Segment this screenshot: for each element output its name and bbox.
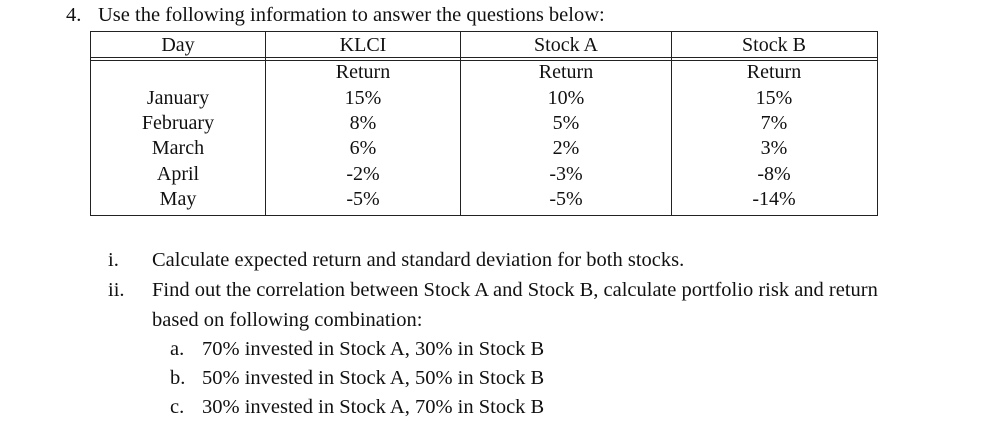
subtask-text: 30% invested in Stock A, 70% in Stock B bbox=[202, 396, 545, 418]
column-header: Stock A bbox=[534, 34, 598, 56]
table-cell-stock-a-return: 10% bbox=[547, 87, 585, 109]
subtask-item-b bbox=[170, 364, 978, 393]
table-cell-klci-return: 15% bbox=[344, 87, 382, 109]
subtask-text: 50% invested in Stock A, 50% in Stock B bbox=[202, 367, 545, 389]
table-cell-klci-return: 6% bbox=[349, 137, 377, 160]
table-cell-stock-a-return: 2% bbox=[552, 137, 580, 160]
column-header: Stock B bbox=[742, 34, 806, 56]
subtask-text: 70% invested in Stock A, 30% in Stock B bbox=[202, 338, 545, 360]
subtask-marker: b. bbox=[170, 367, 186, 389]
table-cell-stock-b-return: 15% bbox=[755, 87, 793, 109]
table-cell-klci-return: -2% bbox=[346, 162, 380, 185]
table-cell-stock-b-return: 7% bbox=[760, 112, 788, 135]
task-text-line: Calculate expected return and standard deviation for both stocks. bbox=[152, 249, 685, 271]
task-item-ii bbox=[108, 275, 978, 335]
column-subheader: Return bbox=[538, 61, 594, 83]
table-cell-stock-a-return: -3% bbox=[549, 162, 583, 185]
question-heading bbox=[66, 4, 605, 27]
table-cell-stock-b-return: -14% bbox=[752, 187, 796, 210]
task-list bbox=[108, 245, 978, 422]
subtask-item-c bbox=[170, 393, 978, 422]
task-marker: i. bbox=[108, 249, 119, 271]
table-cell-stock-a-return: -5% bbox=[549, 187, 583, 210]
task-marker: ii. bbox=[108, 279, 125, 301]
question-text: Use the following information to answer the questions below: bbox=[98, 4, 605, 26]
question-number: 4. bbox=[66, 4, 82, 26]
table-cell-month: March bbox=[151, 137, 205, 160]
header-divider bbox=[91, 57, 877, 61]
subtask-marker: a. bbox=[170, 338, 185, 360]
table-cell-month: May bbox=[159, 187, 197, 210]
column-subheader: Return bbox=[746, 61, 802, 83]
subtask-list bbox=[170, 335, 978, 422]
table-cell-stock-b-return: -8% bbox=[757, 162, 791, 185]
table-cell-klci-return: -5% bbox=[346, 187, 380, 210]
task-text-line: based on following combination: bbox=[152, 309, 423, 331]
returns-table bbox=[90, 31, 878, 216]
subtask-marker: c. bbox=[170, 396, 185, 418]
subtask-item-a bbox=[170, 335, 978, 364]
table-cell-month: January bbox=[146, 87, 210, 109]
table-cell-stock-b-return: 3% bbox=[760, 137, 788, 160]
table-cell-stock-a-return: 5% bbox=[552, 112, 580, 135]
column-subheader: Return bbox=[335, 61, 391, 83]
task-text-line: Find out the correlation between Stock A and Stock B, calculate portfolio risk and return bbox=[152, 279, 878, 301]
column-header: Day bbox=[161, 34, 195, 56]
task-item-i bbox=[108, 245, 978, 275]
table-cell-klci-return: 8% bbox=[349, 112, 377, 135]
table-cell-month: February bbox=[141, 112, 215, 135]
table-cell-month: April bbox=[156, 162, 200, 185]
column-header: KLCI bbox=[339, 34, 387, 56]
